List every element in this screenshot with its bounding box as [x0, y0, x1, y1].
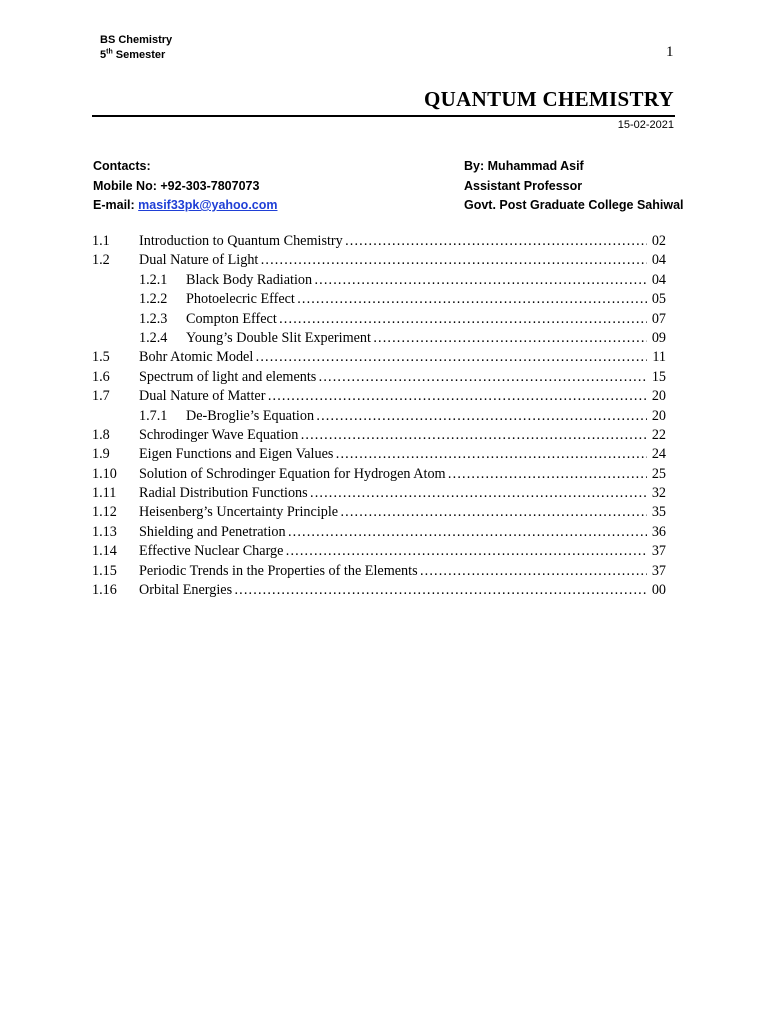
toc-entry [92, 445, 666, 464]
toc-entry [92, 290, 666, 309]
toc-entry-page: 04 [647, 271, 666, 290]
author-name-line [464, 157, 684, 177]
toc-entry-title: Black Body Radiation . . . [186, 271, 666, 290]
toc-entry-title: Bohr Atomic Model . . . [139, 348, 666, 367]
toc-entry [92, 251, 666, 270]
author-name: Muhammad Asif [487, 159, 584, 173]
toc-entry-page: 37 [647, 542, 666, 561]
toc-entry-page: 35 [647, 503, 666, 522]
table-of-contents [92, 232, 666, 600]
toc-entry [92, 581, 666, 600]
toc-entry [92, 562, 666, 581]
toc-entry-page: 36 [647, 523, 666, 542]
toc-entry [92, 387, 666, 406]
title-divider [92, 115, 675, 117]
toc-entry-page: 11 [647, 348, 666, 367]
toc-entry-page: 22 [647, 426, 666, 445]
contacts-block [93, 157, 278, 216]
email-line [93, 196, 278, 216]
toc-entry-title: Orbital Energies . . . [139, 581, 666, 600]
toc-entry-title: Dual Nature of Matter . . . [139, 387, 666, 406]
toc-entry-number: 1.11 [92, 485, 117, 502]
toc-entry-page: 07 [647, 310, 666, 329]
toc-entry [92, 348, 666, 367]
toc-entry-title: Young’s Double Slit Experiment . . . [186, 329, 666, 348]
toc-entry [92, 523, 666, 542]
toc-entry-number: 1.6 [92, 368, 110, 385]
toc-entry-title: Radial Distribution Functions . . . [139, 484, 666, 503]
toc-entry-title: Photoelecric Effect . . . [186, 290, 666, 309]
toc-entry-number: 1.9 [92, 446, 110, 463]
toc-entry-number: 1.7 [92, 388, 110, 405]
email-label: E-mail: [93, 198, 135, 212]
toc-entry-number: 1.5 [92, 349, 110, 366]
toc-entry [92, 484, 666, 503]
toc-entry-title: Schrodinger Wave Equation . . . [139, 426, 666, 445]
toc-entry-number: 1.13 [92, 523, 117, 540]
toc-entry [92, 465, 666, 484]
toc-entry-page: 20 [647, 407, 666, 426]
mobile-line [93, 177, 278, 197]
author-institution: Govt. Post Graduate College Sahiwal [464, 198, 684, 212]
toc-entry-number: 1.1 [92, 233, 110, 249]
toc-entry-number: 1.10 [92, 465, 117, 482]
program-name: BS Chemistry [100, 34, 173, 46]
toc-entry [92, 310, 666, 329]
toc-entry-page: 24 [647, 445, 666, 464]
toc-entry-page: 05 [647, 290, 666, 309]
toc-entry-number: 1.15 [92, 562, 117, 579]
toc-entry [92, 542, 666, 561]
semester-ordinal: th [106, 48, 113, 56]
toc-entry [92, 329, 666, 348]
semester-label [100, 48, 172, 63]
toc-entry-number: 1.8 [92, 426, 110, 443]
toc-entry-number: 1.2.2 [139, 291, 168, 308]
toc-entry-page: 02 [647, 232, 666, 251]
toc-entry [92, 368, 666, 387]
document-date: 15-02-2021 [617, 119, 674, 131]
toc-entry-title: Dual Nature of Light . . . [139, 251, 666, 270]
toc-entry-title: Introduction to Quantum Chemistry . . . [139, 232, 666, 251]
email-link[interactable]: masif33pk@yahoo.com [138, 198, 278, 212]
toc-entry-page: 00 [647, 581, 666, 600]
toc-entry-page: 25 [647, 465, 666, 484]
toc-entry-title: Heisenberg’s Uncertainty Principle . . . [139, 503, 666, 522]
toc-entry-page: 32 [647, 484, 666, 503]
mobile-number: +92-303-7807073 [160, 178, 260, 193]
author-block [464, 157, 684, 216]
toc-entry-title: Shielding and Penetration . . . [139, 523, 666, 542]
page-number: 1 [666, 44, 674, 60]
toc-entry-page: 04 [647, 251, 666, 270]
toc-entry-page: 15 [647, 368, 666, 387]
toc-entry-number: 1.2.4 [139, 329, 168, 346]
toc-entry-title: Eigen Functions and Eigen Values . . . [139, 445, 666, 464]
toc-entry-number: 1.7.1 [139, 407, 168, 424]
toc-entry-number: 1.14 [92, 543, 117, 560]
toc-entry-title: Effective Nuclear Charge . . . [139, 542, 666, 561]
by-label: By: [464, 159, 485, 173]
toc-entry-title: De-Broglie’s Equation . . . [186, 407, 666, 426]
author-position: Assistant Professor [464, 178, 583, 193]
toc-entry-page: 09 [647, 329, 666, 348]
toc-entry-number: 1.2.1 [139, 271, 168, 288]
semester-number: 5 [100, 49, 107, 61]
semester-word: Semester [115, 49, 166, 61]
toc-entry [92, 426, 666, 445]
course-header [100, 33, 172, 63]
toc-entry [92, 232, 666, 251]
mobile-label: Mobile No: [93, 178, 157, 193]
toc-entry-page: 20 [647, 387, 666, 406]
toc-entry-page: 37 [647, 562, 666, 581]
toc-entry-number: 1.2 [92, 252, 110, 269]
toc-entry-number: 1.12 [92, 504, 117, 521]
toc-entry-title: Periodic Trends in the Properties of the Elements . . . [139, 562, 666, 581]
toc-entry-title: Spectrum of light and elements . . . [139, 368, 666, 387]
toc-entry-number: 1.16 [92, 582, 117, 599]
toc-entry-number: 1.2.3 [139, 310, 168, 327]
contacts-heading: Contacts: [93, 159, 151, 173]
toc-entry-title: Compton Effect . . . [186, 310, 666, 329]
toc-entry [92, 503, 666, 522]
toc-entry [92, 271, 666, 290]
toc-entry [92, 407, 666, 426]
toc-entry-title: Solution of Schrodinger Equation for Hydrogen Atom . . . [139, 465, 666, 484]
document-title: QUANTUM CHEMISTRY [424, 87, 674, 111]
